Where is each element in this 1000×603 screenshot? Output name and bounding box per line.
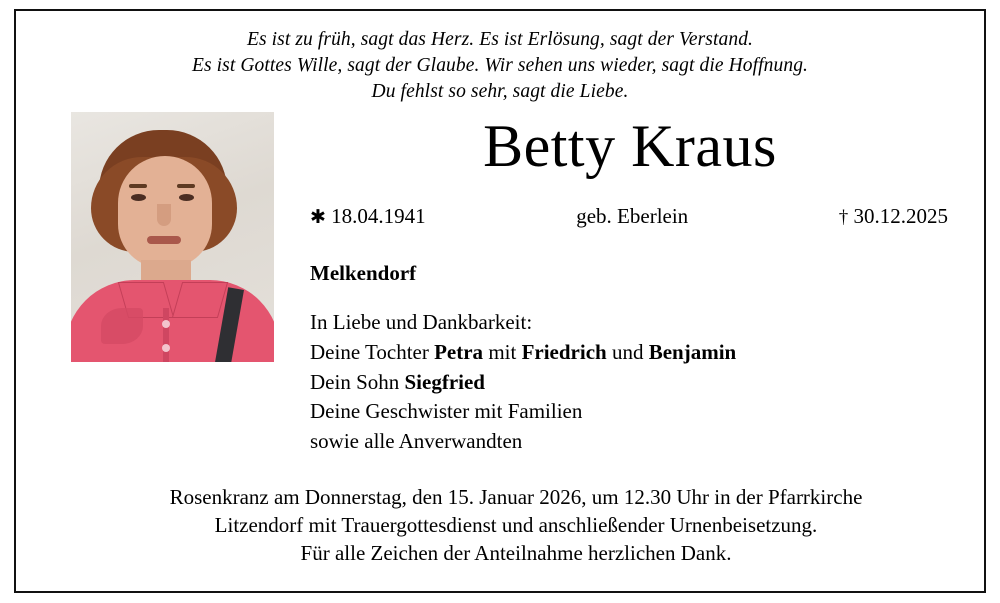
notice-content	[16, 11, 984, 591]
family-text: mit	[483, 339, 522, 364]
family-member-name: Petra	[434, 339, 484, 364]
family-member-name: Benjamin	[648, 339, 737, 364]
family-member-name: Siegfried	[404, 369, 485, 394]
family-line	[310, 368, 960, 398]
service-line-2: Litzendorf mit Trauergottesdienst und anschließender Urnenbeisetzung.	[214, 512, 818, 537]
deceased-name: Betty Kraus	[483, 113, 777, 179]
verse-line-2: Es ist Gottes Wille, sagt der Glaube. Wir sehen uns wieder, sagt die Hoffnung.	[191, 54, 809, 76]
family-block	[300, 308, 960, 457]
portrait-photo	[71, 112, 274, 362]
family-line	[310, 427, 960, 457]
service-line-3: Für alle Zeichen der Anteilnahme herzlichen Dank.	[300, 540, 732, 565]
family-text: Deine Geschwister mit Familien	[310, 399, 583, 424]
photo-nose	[157, 204, 171, 226]
birth-entry	[310, 204, 426, 229]
birth-date: 18.04.1941	[331, 204, 426, 228]
family-lines	[310, 338, 960, 457]
verse-line-3: Du fehlst so sehr, sagt die Liebe.	[371, 80, 629, 102]
family-text: Dein Sohn	[310, 369, 405, 394]
verse-line-1: Es ist zu früh, sagt das Herz. Es ist Erlösung, sagt der Verstand.	[246, 29, 754, 50]
photo-button-upper	[162, 320, 170, 328]
family-line	[310, 338, 960, 368]
photo-eye-left	[131, 194, 146, 201]
family-line	[310, 397, 960, 427]
identity-block	[300, 115, 960, 457]
photo-button-lower	[162, 344, 170, 352]
family-text: Deine Tochter	[310, 339, 435, 364]
death-entry	[839, 204, 948, 229]
birth-star-icon: ✱	[310, 207, 326, 228]
cross-icon: †	[838, 207, 849, 228]
family-text: und	[606, 339, 649, 364]
family-text: sowie alle Anverwandten	[310, 429, 523, 454]
family-intro: In Liebe und Dankbarkeit:	[310, 310, 533, 334]
maiden-name: geb. Eberlein	[576, 204, 689, 228]
photo-brow-left	[129, 184, 147, 188]
place-name: Melkendorf	[310, 261, 417, 285]
photo-eye-right	[179, 194, 194, 201]
service-line-1: Rosenkranz am Donnerstag, den 15. Januar 2026, um 12.30 Uhr in der Pfarrkirche	[169, 485, 863, 509]
family-member-name: Friedrich	[521, 339, 607, 364]
photo-brow-right	[177, 184, 195, 188]
verse-block	[16, 11, 984, 105]
death-date: 30.12.2025	[853, 204, 948, 228]
dates-row	[300, 204, 960, 229]
photo-embroidery	[101, 308, 143, 344]
photo-placket	[163, 308, 169, 362]
photo-mouth	[147, 236, 181, 244]
service-block	[32, 484, 1000, 568]
